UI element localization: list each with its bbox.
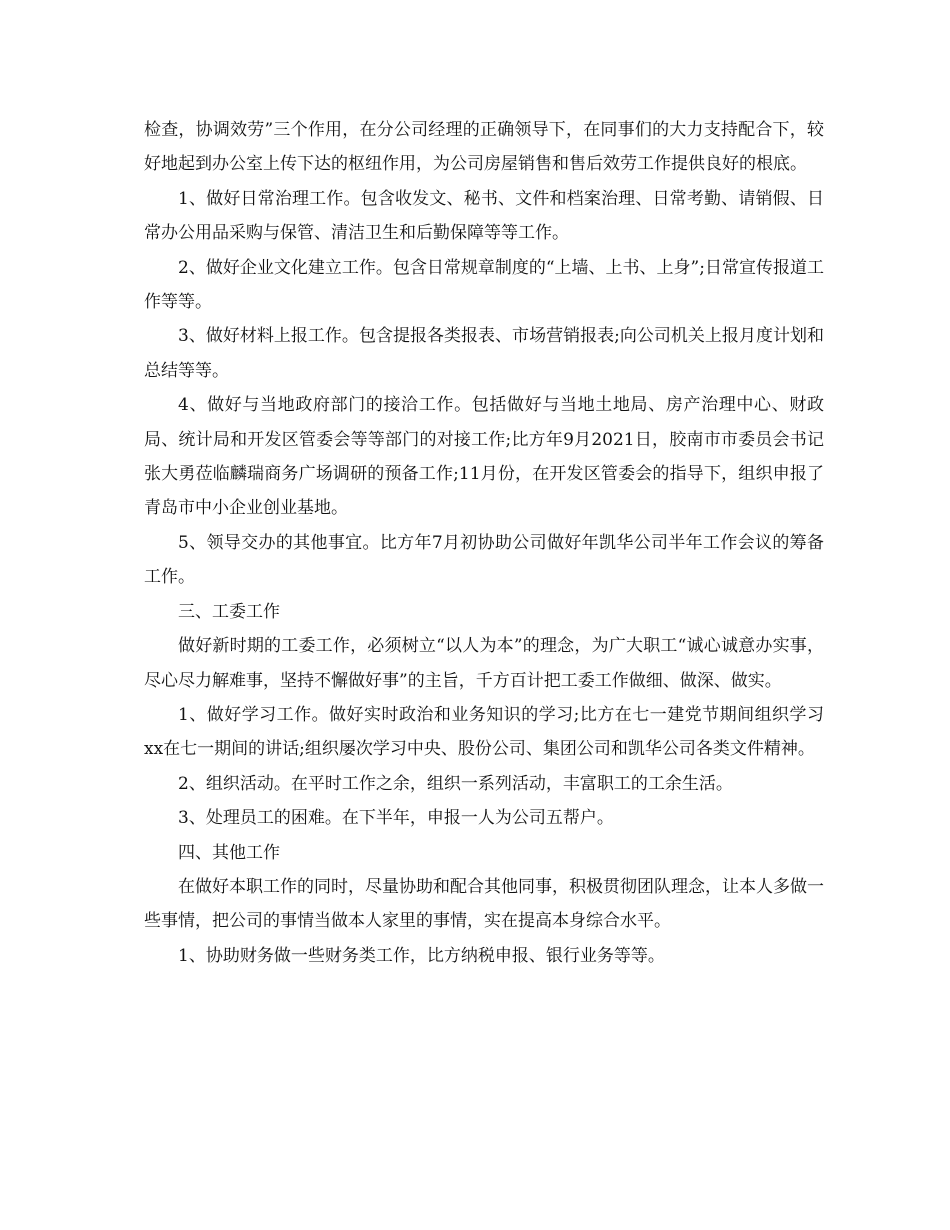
paragraph-item-materials-report: 3、做好材料上报工作。包含提报各类报表、市场营销报表;向公司机关上报月度计划和总结等等。 [144,326,824,381]
paragraph-item-study: 1、做好学习工作。做好实时政治和业务知识的学习;比方在七一建党节期间组织学习xx在七一期间的讲话;组织屡次学习中央、股份公司、集团公司和凯华公司各类文件精神。 [144,704,824,760]
paragraph-item-employee-difficulties: 3、处理员工的困难。在下半年，申报一人为公司五帮户。 [178,808,614,829]
paragraph-continuation: 检查，协调效劳”三个作用，在分公司经理的正确领导下，在同事们的大力支持配合下，较好地起到办公室上传下达的枢纽作用，为公司房屋销售和售后效劳工作提供良好的根底。 [144,120,824,175]
paragraph-item-finance-assist: 1、协助财务做一些财务类工作，比方纳税申报、银行业务等等。 [178,945,665,966]
paragraph-item-activities: 2、组织活动。在平时工作之余，组织一系列活动，丰富职工的工余生活。 [178,773,733,794]
paragraph-item-daily-management: 1、做好日常治理工作。包含收发文、秘书、文件和档案治理、日常考勤、请销假、日常办公用品采购与保管、清洁卫生和后勤保障等等工作。 [144,188,824,244]
section-heading-other-work: 四、其他工作 [178,842,280,863]
document-body [144,113,824,973]
paragraph-union-intro: 做好新时期的工委工作，必须树立“以人为本”的理念，为广大职工“诚心诚意办实事，尽心尽力解难事，坚持不懈做好事”的主旨，千方百计把工委工作做细、做深、做实。 [144,636,824,691]
paragraph-item-corporate-culture: 2、做好企业文化建立工作。包含日常规章制度的“上墙、上书、上身”;日常宣传报道工作等等。 [144,257,824,313]
paragraph-item-other-tasks: 5、领导交办的其他事宜。比方年7月初协助公司做好年凯华公司半年工作会议的筹备工作。 [144,532,824,588]
paragraph-item-government-liaison: 4、做好与当地政府部门的接洽工作。包括做好与当地土地局、房产治理中心、财政局、统计局和开发区管委会等等部门的对接工作;比方年9月2021日，胶南市市委员会书记张大勇莅临麟瑞商务广场调研的预备工作;11月份，在开发区管委会的指导下，组织申报了青岛市中小企业创业基地。 [144,395,824,519]
paragraph-other-work-intro: 在做好本职工作的同时，尽量协助和配合其他同事，积极贯彻团队理念，让本人多做一些事情，把公司的事情当做本人家里的事情，实在提高本身综合水平。 [144,876,824,932]
section-heading-union-work: 三、工委工作 [178,601,280,622]
